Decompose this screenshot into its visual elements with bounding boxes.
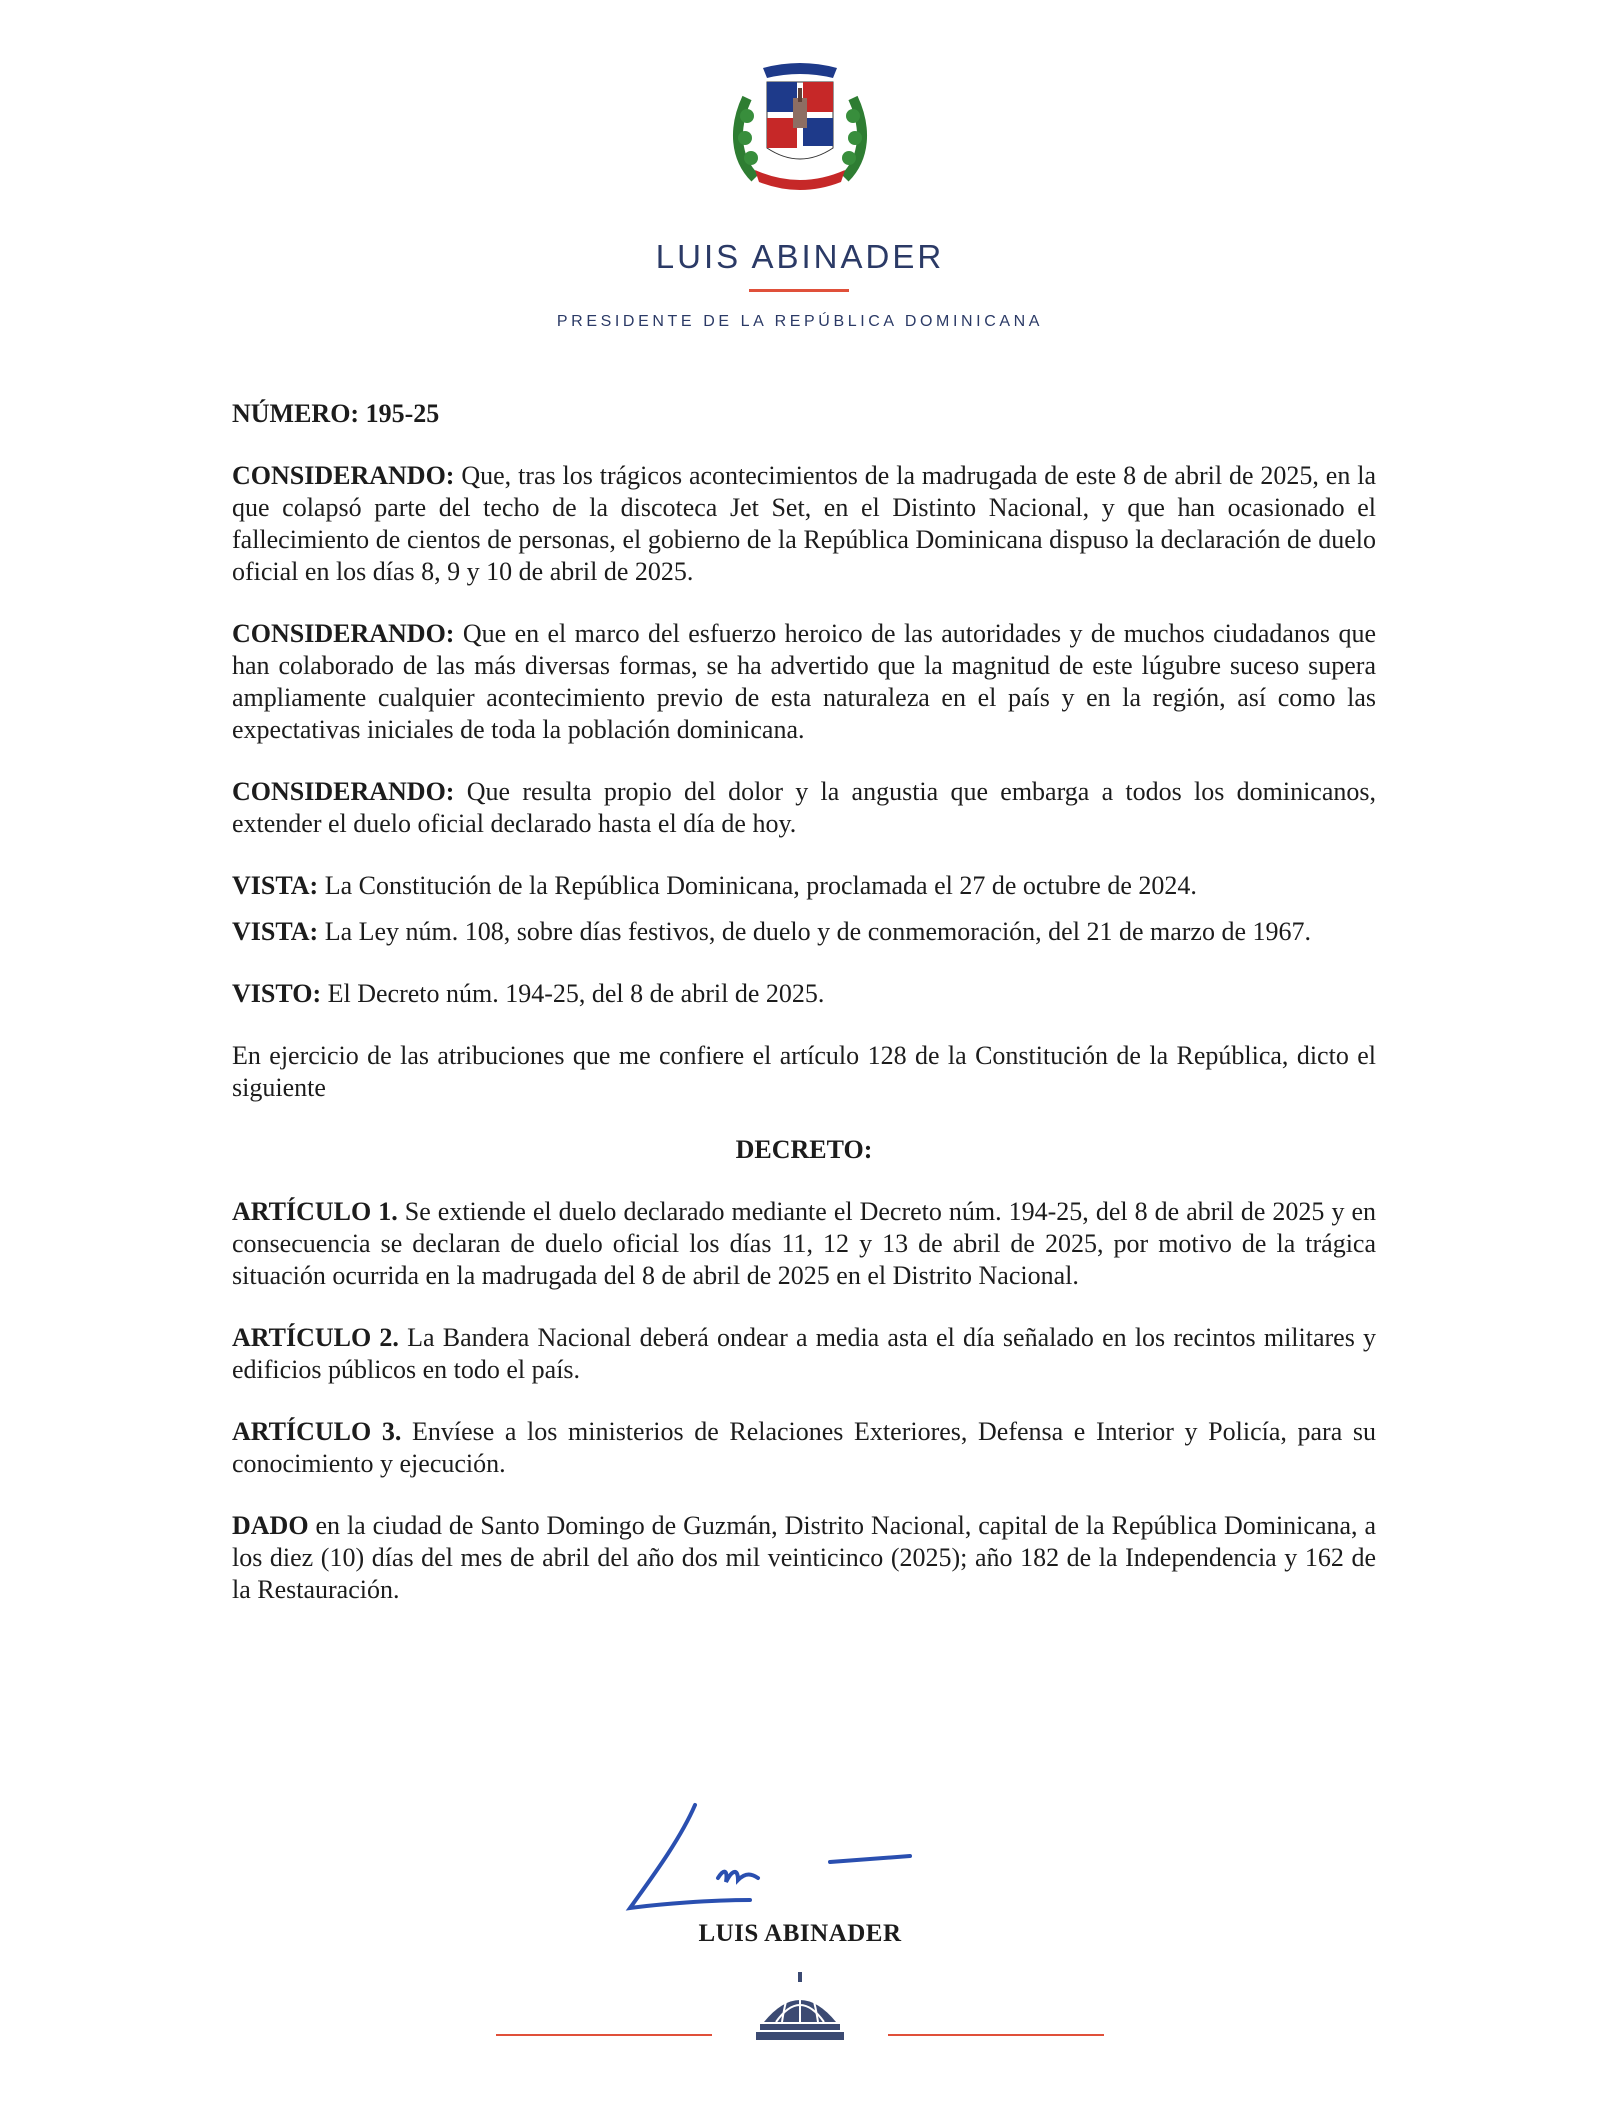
decreto-heading: DECRETO: — [735, 1135, 873, 1164]
articulo-3 — [232, 1416, 1376, 1480]
vista-2 — [232, 916, 1376, 948]
considerando-text: Que resulta propio del dolor y la angustia que embarga a todos los dominicanos, extender el duelo oficial declarado hasta el día de hoy. — [232, 777, 1376, 838]
ejercicio-paragraph: En ejercicio de las atribuciones que me confiere el artículo 128 de la Constitución de la República, dicto el siguiente — [232, 1041, 1376, 1102]
visto — [232, 978, 1376, 1010]
articulo-text: Se extiende el duelo declarado mediante el Decreto núm. 194-25, del 8 de abril de 2025 y en consecuencia se declaran de duelo oficial los días 11, 12 y 13 de abril de 2025, por motivo de la trágica situación ocurrida en la madrugada del 8 de abril de 2025 en el Distrito Nacional. — [232, 1197, 1377, 1290]
footer-rule-left — [496, 2034, 712, 2036]
vista-label: VISTA: — [232, 871, 319, 900]
considerando-text: Que en el marco del esfuerzo heroico de las autoridades y de muchos ciudadanos que han colaborado de las más diversas formas, se ha advertido que la magnitud de este lúgubre suceso supera ampliamente cualquier acontecimiento previo de esta naturaleza en el país y en la región, así como las expectativas iniciales de toda la población dominicana. — [232, 619, 1376, 744]
dado-paragraph — [232, 1510, 1376, 1606]
dado-text: en la ciudad de Santo Domingo de Guzmán, Distrito Nacional, capital de la República Dominicana, a los diez (10) días del mes de abril del año dos mil veinticinco (2025); año 182 de la Independencia y 162 de la Restauración. — [232, 1511, 1376, 1604]
considerando-1 — [232, 460, 1376, 588]
vista-1 — [232, 870, 1376, 902]
decree-number: NÚMERO: 195-25 — [232, 399, 440, 428]
dado-label: DADO — [232, 1511, 309, 1540]
considerando-label: CONSIDERANDO: — [232, 619, 455, 648]
articulo-label: ARTÍCULO 3. — [232, 1417, 402, 1446]
articulo-label: ARTÍCULO 2. — [232, 1323, 399, 1352]
considerando-2 — [232, 618, 1376, 746]
palace-dome-icon — [752, 1972, 848, 2044]
footer-rule-right — [888, 2034, 1104, 2036]
considerando-3 — [232, 776, 1376, 840]
articulo-text: La Bandera Nacional deberá ondear a media asta el día señalado en los recintos militares y edificios públicos en todo el país. — [232, 1323, 1377, 1384]
considerando-label: CONSIDERANDO: — [232, 461, 455, 490]
visto-text: El Decreto núm. 194-25, del 8 de abril de 2025. — [321, 979, 825, 1008]
articulo-1 — [232, 1196, 1376, 1292]
vista-text: La Constitución de la República Dominicana, proclamada el 27 de octubre de 2024. — [318, 871, 1197, 900]
vista-text: La Ley núm. 108, sobre días festivos, de duelo y de conmemoración, del 21 de marzo de 1967. — [318, 917, 1311, 946]
articulo-text: Envíese a los ministerios de Relaciones Exteriores, Defensa e Interior y Policía, para su conocimiento y ejecución. — [232, 1417, 1376, 1478]
articulo-label: ARTÍCULO 1. — [232, 1197, 398, 1226]
visto-label: VISTO: — [232, 979, 322, 1008]
handwritten-signature — [600, 1800, 930, 1920]
coat-of-arms-icon — [725, 58, 875, 198]
president-title: PRESIDENTE DE LA REPÚBLICA DOMINICANA — [556, 313, 1044, 330]
considerando-label: CONSIDERANDO: — [232, 777, 455, 806]
signatory-name: LUIS ABINADER — [698, 1920, 902, 1947]
decree-body — [232, 398, 1376, 1636]
articulo-2 — [232, 1322, 1376, 1386]
vista-label: VISTA: — [232, 917, 319, 946]
header-divider — [749, 289, 849, 292]
considerando-text: Que, tras los trágicos acontecimientos de la madrugada de este 8 de abril de 2025, en la que colapsó parte del techo de la discoteca Jet Set, en el Distinto Nacional, y que han ocasionado el fallecimiento de cientos de personas, el gobierno de la República Dominicana dispuso la declaración de duelo oficial en los días 8, 9 y 10 de abril de 2025. — [232, 461, 1376, 586]
president-name: LUIS ABINADER — [655, 238, 945, 275]
